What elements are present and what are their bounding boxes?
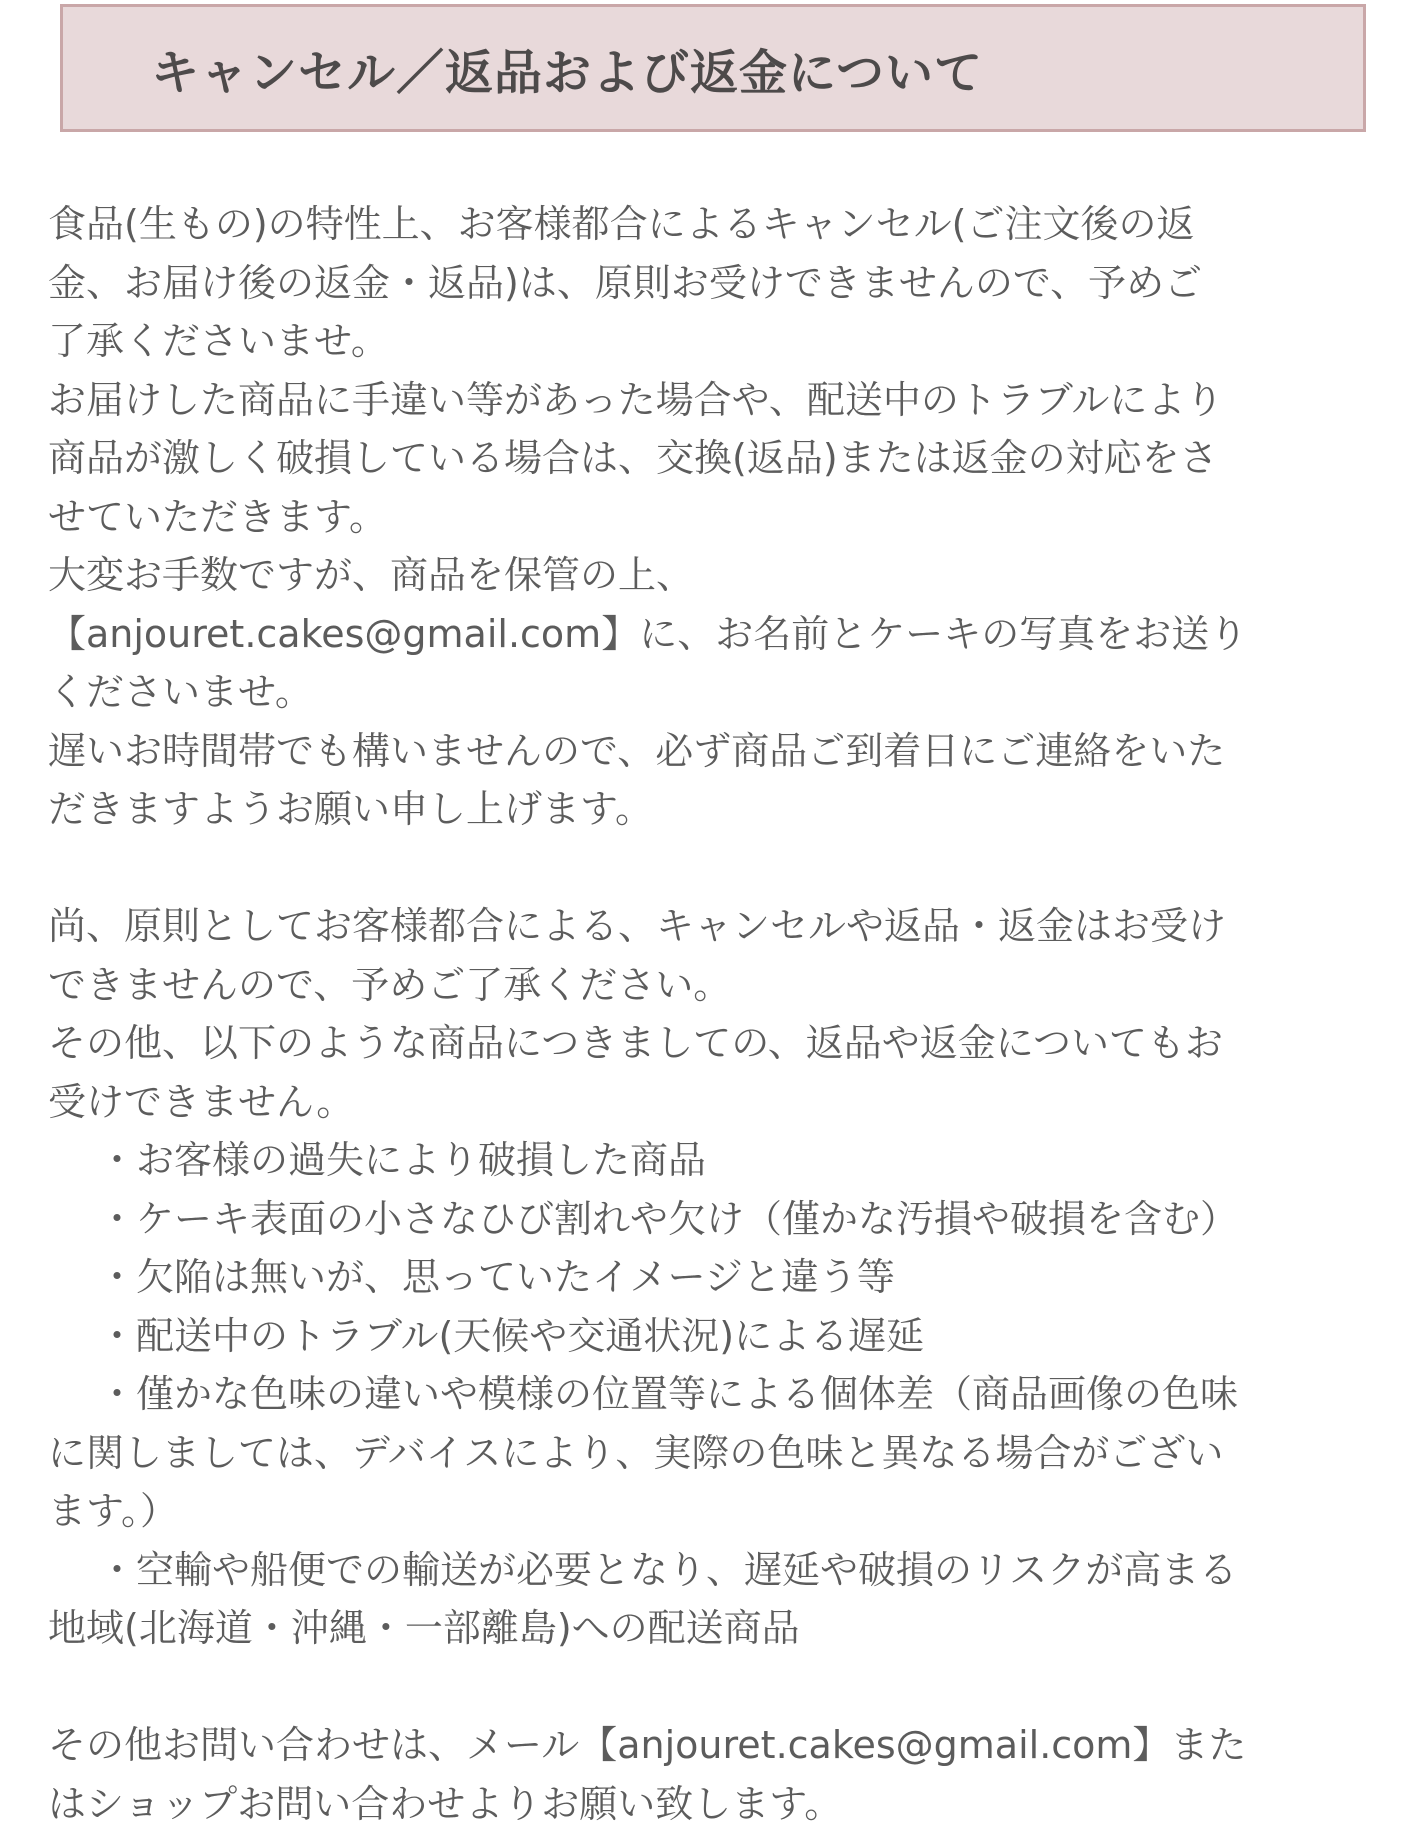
text-line: だきますようお願い申し上げます。	[48, 780, 1366, 839]
text-line: くださいませ。	[48, 663, 1366, 722]
text-line-email: その他お問い合わせは、メール【anjouret.cakes@gmail.com】また	[48, 1716, 1366, 1775]
text-line: 尚、原則としてお客様都合による、キャンセルや返品・返金はお受け	[48, 897, 1366, 956]
list-item	[48, 1307, 1366, 1366]
list-item	[48, 1131, 1366, 1190]
text-line: 食品(生もの)の特性上、お客様都合によるキャンセル(ご注文後の返	[48, 195, 1366, 254]
section-heading: キャンセル／返品および返金について	[151, 34, 983, 103]
text-line: はショップお問い合わせよりお願い致します。	[48, 1775, 1366, 1833]
text-line: 大変お手数ですが、商品を保管の上、	[48, 546, 1366, 605]
paragraph-cancellation	[48, 195, 1366, 839]
text-line: せていただきます。	[48, 488, 1366, 547]
spacer	[48, 1658, 1366, 1717]
list-item-text: ・ケーキ表面の小さなひび割れや欠け（僅かな汚損や破損を含む）	[48, 1190, 1366, 1249]
text-line-email: 【anjouret.cakes@gmail.com】に、お名前とケーキの写真をお送り	[48, 605, 1366, 664]
list-item	[48, 1365, 1366, 1541]
list-item-text: ・僅かな色味の違いや模様の位置等による個体差（商品画像の色味	[48, 1365, 1366, 1424]
text-line: その他、以下のような商品につきましての、返品や返金についてもお	[48, 1014, 1366, 1073]
list-item-text: ・お客様の過失により破損した商品	[48, 1131, 1366, 1190]
paragraph-no-returns	[48, 897, 1366, 1131]
list-item-text: に関しましては、デバイスにより、実際の色味と異なる場合がござい	[48, 1424, 1366, 1483]
paragraph-contact	[48, 1716, 1366, 1833]
policy-content	[48, 195, 1366, 1833]
text-line: できませんので、予めご了承ください。	[48, 956, 1366, 1015]
text-line: 了承くださいませ。	[48, 312, 1366, 371]
list-item-text: ・配送中のトラブル(天候や交通状況)による遅延	[48, 1307, 1366, 1366]
list-item	[48, 1190, 1366, 1249]
text-line: 遅いお時間帯でも構いませんので、必ず商品ご到着日にご連絡をいた	[48, 722, 1366, 781]
list-item-text: ・欠陥は無いが、思っていたイメージと違う等	[48, 1248, 1366, 1307]
list-item-text: 地域(北海道・沖縄・一部離島)への配送商品	[48, 1599, 1366, 1658]
exclusion-list	[48, 1131, 1366, 1658]
list-item	[48, 1541, 1366, 1658]
text-line: 金、お届け後の返金・返品)は、原則お受けできませんので、予めご	[48, 254, 1366, 313]
spacer	[48, 839, 1366, 898]
list-item	[48, 1248, 1366, 1307]
text-line: 受けできません。	[48, 1073, 1366, 1132]
section-heading-box	[60, 4, 1366, 132]
text-line: お届けした商品に手違い等があった場合や、配送中のトラブルにより	[48, 371, 1366, 430]
list-item-text: ・空輸や船便での輸送が必要となり、遅延や破損のリスクが高まる	[48, 1541, 1366, 1600]
text-line: 商品が激しく破損している場合は、交換(返品)または返金の対応をさ	[48, 429, 1366, 488]
list-item-text: ます。）	[48, 1482, 1366, 1541]
